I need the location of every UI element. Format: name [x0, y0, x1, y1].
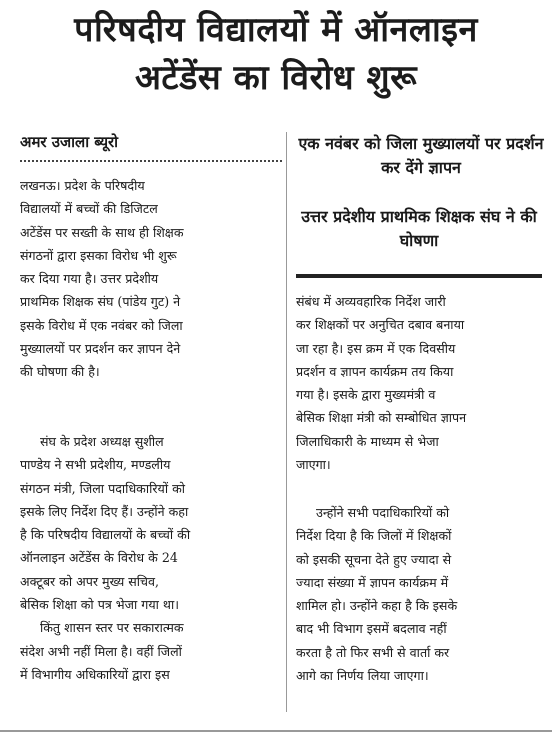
text-line: बेसिक शिक्षा मंत्री को सम्बोधित ज्ञापन	[296, 410, 467, 426]
text-line: प्राथमिक शिक्षक संघ (पांडेय गुट) ने	[20, 294, 181, 310]
text-line: पाण्डेय ने सभी प्रदेशीय, मण्डलीय	[20, 457, 171, 473]
text-line: उन्होंने सभी पदाधिकारियों को	[316, 505, 450, 520]
text-line: बाद भी विभाग इसमें बदलाव नहीं	[296, 621, 447, 637]
right-column-paragraph-2	[296, 501, 542, 687]
headline	[0, 6, 552, 102]
text-line: विद्यालयों में बच्चों की डिजिटल	[20, 201, 158, 217]
headline-line-2: अटेंडेंस का विरोध शुरू	[134, 58, 418, 98]
byline-divider	[20, 160, 282, 162]
column-divider	[286, 132, 287, 712]
left-column-paragraph-2	[20, 430, 276, 686]
text-line: जा रहा है। इस क्रम में एक दिवसीय	[296, 340, 456, 356]
text-line: संगठनों द्वारा इसका विरोध भी शुरू	[20, 247, 177, 263]
text-line: इसके विरोध में एक नवंबर को जिला	[20, 317, 183, 333]
bottom-divider	[0, 730, 552, 732]
text-line: अक्टूबर को अपर मुख्य सचिव,	[20, 573, 160, 589]
text-line: ऑनलाइन अटेंडेंस के विरोध के 24	[20, 550, 178, 566]
text-line: कर दिया गया है। उत्तर प्रदेशीय	[20, 271, 159, 287]
text-line: किंतु शासन स्तर पर सकारात्मक	[40, 620, 184, 636]
text-line: शामिल हो। उन्होंने कहा है कि इसके	[296, 598, 458, 614]
text-line: कर शिक्षकों पर अनुचित दबाव बनाया	[296, 317, 465, 333]
text-line: ज्यादा संख्या में ज्ञापन कार्यक्रम में	[296, 574, 449, 590]
subheadline-2: उत्तर प्रदेशीय प्राथमिक शिक्षक संघ ने की घोषणा	[301, 207, 537, 250]
text-line: निर्देश दिया है कि जिलों में शिक्षकों	[296, 528, 452, 544]
text-line: में विभागीय अधिकारियों द्वारा इस	[20, 666, 170, 682]
text-line: जिलाधिकारी के माध्यम से भेजा	[296, 433, 439, 449]
right-column-paragraph-1	[296, 290, 542, 476]
text-line: संबंध में अव्यवहारिक निर्देश जारी	[296, 294, 446, 309]
text-line: लखनऊ। प्रदेश के परिषदीय	[20, 178, 145, 193]
text-line: है कि परिषदीय विद्यालयों के बच्चों की	[20, 527, 191, 543]
subheadline-underline	[296, 274, 542, 278]
headline-line-1: परिषदीय विद्यालयों में ऑनलाइन	[74, 10, 478, 50]
text-line: संघ के प्रदेश अध्यक्ष सुशील	[40, 434, 164, 449]
text-line: गया है। इसके द्वारा मुख्यमंत्री व	[296, 387, 436, 403]
text-line: करता है तो फिर सभी से वार्ता कर	[296, 644, 450, 660]
text-line: बेसिक शिक्षा को पत्र भेजा गया था।	[20, 597, 180, 613]
subheadline-1: एक नवंबर को जिला मुख्यालयों पर प्रदर्शन कर देंगे ज्ञापन	[298, 134, 544, 177]
text-line: की घोषणा की है।	[20, 364, 100, 380]
text-line: को इसकी सूचना देते हुए ज्यादा से	[296, 551, 452, 567]
left-column-paragraph-1	[20, 174, 276, 384]
text-line: आगे का निर्णय लिया जाएगा।	[296, 668, 429, 684]
text-line: जाएगा।	[296, 457, 331, 473]
text-line: प्रदर्शन व ज्ञापन कार्यक्रम तय किया	[296, 363, 454, 379]
text-line: इसके लिए निर्देश दिए हैं। उन्होंने कहा	[20, 503, 189, 519]
text-line: संगठन मंत्री, जिला पदाधिकारियों को	[20, 480, 186, 496]
text-line: अटेंडेंस पर सख्ती के साथ ही शिक्षक	[20, 224, 184, 240]
byline: अमर उजाला ब्यूरो	[20, 133, 119, 151]
text-line: मुख्यालयों पर प्रदर्शन कर ज्ञापन देने	[20, 341, 181, 357]
text-line: संदेश अभी नहीं मिला है। वहीं जिलों	[20, 643, 182, 659]
